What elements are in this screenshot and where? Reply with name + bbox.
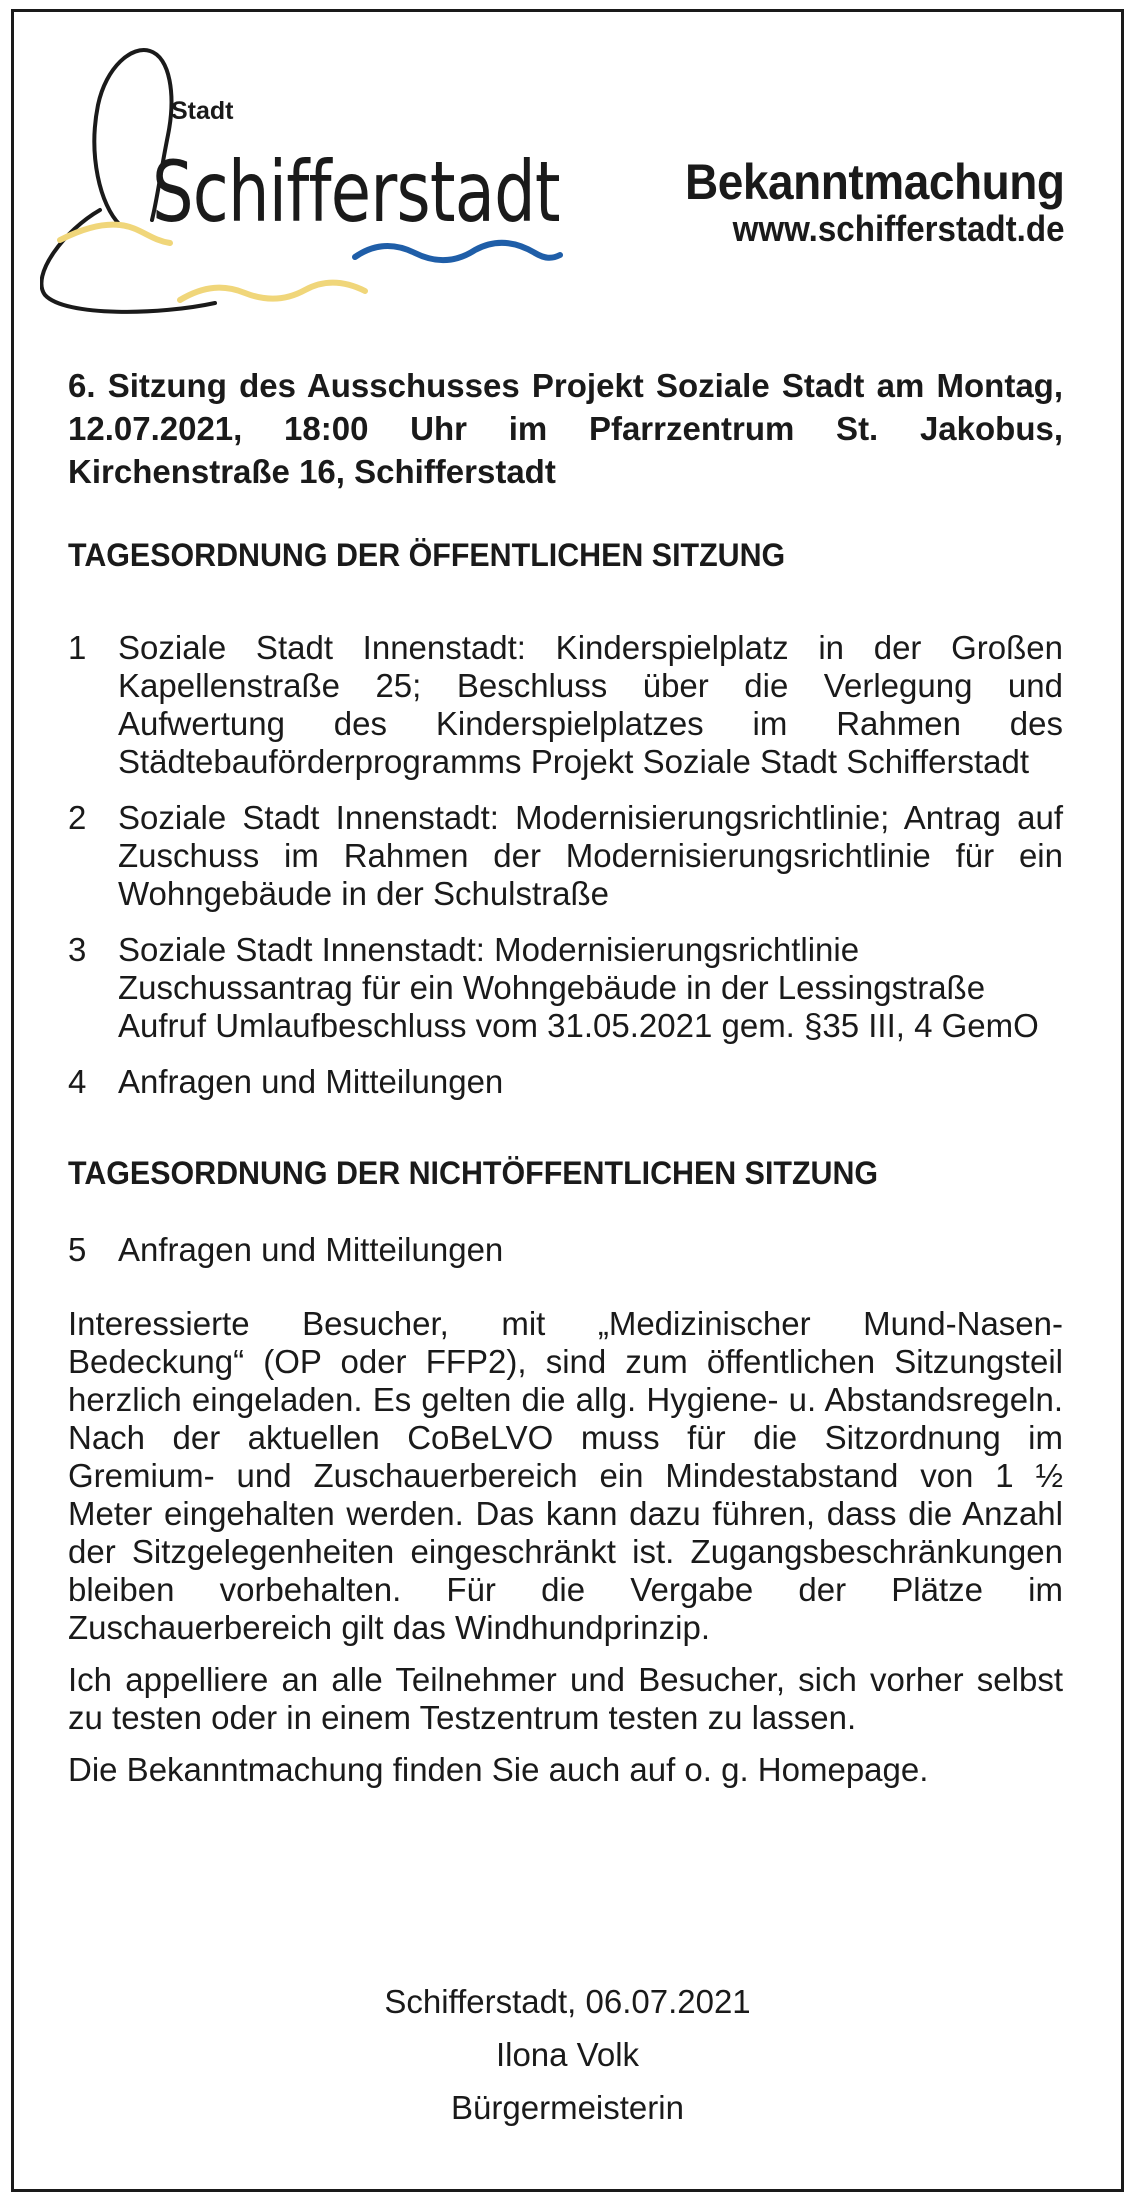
agenda-item-text: Soziale Stadt Innenstadt: Kinderspielplatz in der Großen Kapellenstraße 25; Beschluss über die Verlegung und Aufwertung des Kinderspielplatzes im Rahmen des Städtebauförderprogramms Projekt Soziale Stadt Schifferstadt bbox=[118, 629, 1063, 780]
private-agenda-list bbox=[68, 1231, 1063, 1269]
agenda-item bbox=[68, 629, 1063, 781]
agenda-item-line: Soziale Stadt Innenstadt: Modernisierungsrichtlinie bbox=[118, 931, 860, 968]
agenda-item-text: Anfragen und Mitteilungen bbox=[118, 1063, 504, 1100]
agenda-item-line: Aufruf Umlaufbeschluss vom 31.05.2021 gem. §35 III, 4 GemO bbox=[118, 1007, 1039, 1044]
logo-blue-wave bbox=[355, 243, 560, 260]
testing-appeal-paragraph: Ich appelliere an alle Teilnehmer und Besucher, sich vorher selbst zu testen oder in einem Testzentrum testen zu lassen. bbox=[68, 1661, 1063, 1736]
agenda-item bbox=[68, 1231, 1063, 1269]
website-link[interactable]: www.schifferstadt.de bbox=[733, 208, 1065, 249]
signature-block bbox=[0, 1975, 1135, 2134]
city-logo bbox=[40, 45, 600, 335]
visitor-info-paragraph: Interessierte Besucher, mit „Medizinischer Mund-Nasen-Bedeckung“ (OP oder FFP2), sind zum öffentlichen Sitzungsteil herzlich eingeladen. Es gelten die allg. Hygiene- u. Abstandsregeln. Nach der aktuellen CoBeLVO muss für die Sitzordnung im Gremium- und Zuschauerbereich ein Mindestabstand von 1 ½ Meter eingehalten werden. Das kann dazu führen, dass die Anzahl der Sitzgelegenheiten eingeschränkt ist. Zugangsbeschränkungen bleiben vorbehalten. Für die Vergabe der Plätze im Zuschauerbereich gilt das Windhundprinzip. bbox=[68, 1305, 1063, 1646]
signature-role: Bürgermeisterin bbox=[451, 2089, 684, 2126]
logo-stadt-text: Stadt bbox=[171, 97, 234, 125]
agenda-item bbox=[68, 799, 1063, 913]
meeting-intro: 6. Sitzung des Ausschusses Projekt Soziale Stadt am Montag, 12.07.2021, 18:00 Uhr im Pfarrzentrum St. Jakobus, Kirchenstraße 16, Schifferstadt bbox=[68, 367, 1063, 490]
homepage-note-paragraph: Die Bekanntmachung finden Sie auch auf o. g. Homepage. bbox=[68, 1751, 929, 1788]
agenda-item-number: 3 bbox=[68, 931, 87, 968]
agenda-item bbox=[68, 1063, 1063, 1101]
masthead bbox=[652, 155, 1065, 249]
agenda-item-text: Anfragen und Mitteilungen bbox=[118, 1231, 504, 1268]
logo-city-name: Schifferstadt bbox=[152, 143, 560, 241]
notice-body bbox=[68, 364, 1063, 1789]
agenda-item-number: 1 bbox=[68, 629, 87, 666]
agenda-item-number: 5 bbox=[68, 1231, 87, 1268]
agenda-item-number: 4 bbox=[68, 1063, 87, 1100]
signature-place-date: Schifferstadt, 06.07.2021 bbox=[384, 1983, 751, 2020]
signature-name: Ilona Volk bbox=[495, 2036, 640, 2073]
public-agenda-title: TAGESORDNUNG DER ÖFFENTLICHEN SITZUNG bbox=[68, 537, 786, 573]
agenda-item-text: Soziale Stadt Innenstadt: Modernisierungsrichtlinie; Antrag auf Zuschuss im Rahmen der Modernisierungsrichtlinie für ein Wohngebäude in der Schulstraße bbox=[118, 799, 1063, 912]
private-agenda-title: TAGESORDNUNG DER NICHTÖFFENTLICHEN SITZUNG bbox=[68, 1155, 879, 1191]
agenda-item-number: 2 bbox=[68, 799, 87, 836]
public-agenda-list bbox=[68, 629, 1063, 1101]
agenda-item-line: Zuschussantrag für ein Wohngebäude in der Lessingstraße bbox=[118, 969, 986, 1006]
agenda-item-text bbox=[118, 931, 1063, 1045]
notice-heading: Bekanntmachung bbox=[685, 154, 1065, 210]
agenda-item bbox=[68, 931, 1063, 1045]
logo-yellow-wave-lower bbox=[180, 283, 365, 300]
